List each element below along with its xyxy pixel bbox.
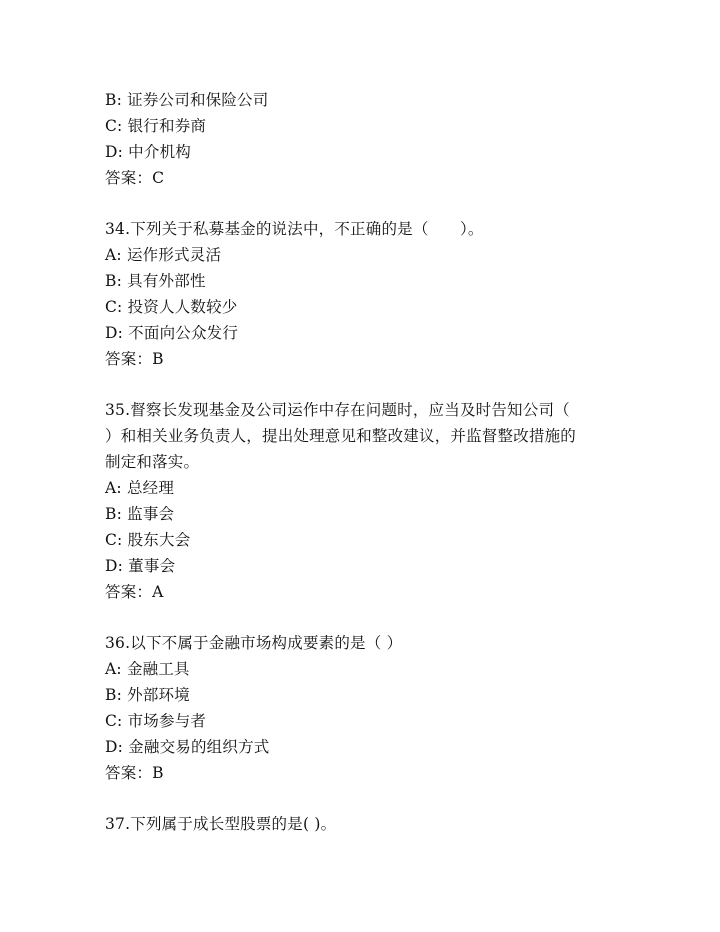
question-35-stem-line-1: 35.督察长发现基金及公司运作中存在问题时，应当及时告知公司（ [105,401,570,419]
question-37-stem: 37.下列属于成长型股票的是( )。 [105,815,337,833]
question-36-stem: 36.以下不属于金融市场构成要素的是（ ） [105,634,403,652]
answer-line: 答案：C [105,169,165,187]
question-36-answer: 答案：B [105,764,164,782]
question-34-option-d: D: 不面向公众发行 [105,324,239,342]
question-34-option-c: C: 投资人人数较少 [105,298,238,316]
question-34-answer: 答案：B [105,350,164,368]
option-d: D: 中介机构 [105,143,191,161]
option-c: C: 银行和券商 [105,117,207,135]
question-35-option-c: C: 股东大会 [105,531,191,549]
question-35-option-b: B: 监事会 [105,505,175,523]
question-36-option-c: C: 市场参与者 [105,712,207,730]
question-36-option-a: A: 金融工具 [105,660,190,678]
question-35-stem-line-3: 制定和落实。 [105,453,200,471]
question-35-option-a: A: 总经理 [105,479,175,497]
option-b: B: 证券公司和保险公司 [105,91,269,109]
question-34-stem: 34.下列关于私募基金的说法中，不正确的是（ ）。 [105,220,484,238]
question-34-option-a: A: 运作形式灵活 [105,246,222,264]
question-35-answer: 答案：A [105,583,164,601]
question-35-stem-line-2: ）和相关业务负责人，提出处理意见和整改建议，并监督整改措施的 [105,427,577,445]
question-34-option-b: B: 具有外部性 [105,272,206,290]
question-36-option-d: D: 金融交易的组织方式 [105,738,270,756]
question-35-option-d: D: 董事会 [105,557,176,575]
question-36-option-b: B: 外部环境 [105,686,190,704]
